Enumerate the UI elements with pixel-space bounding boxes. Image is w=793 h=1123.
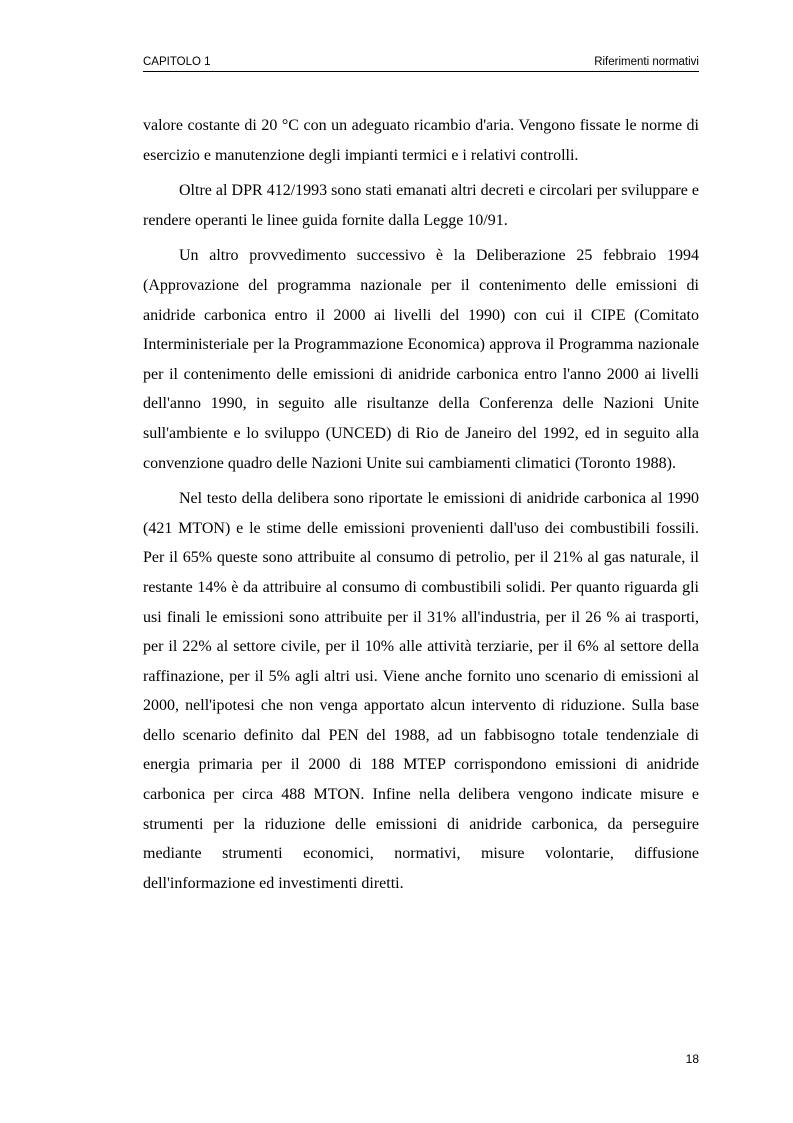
page-number: 18 [685, 1052, 699, 1066]
section-title: Riferimenti normativi [594, 56, 699, 68]
body-text [143, 111, 699, 904]
chapter-label: CAPITOLO 1 [143, 56, 211, 68]
paragraph-emissioni: Nel testo della delibera sono riportate le emissioni di anidride carbonica al 1990 (421 MTON) e le stime delle emissioni provenienti dall'uso dei combustibili fossili. Per il 65% queste sono attribuite al consumo di petrolio, per il 21% al gas naturale, il restante 14% è da attribuire al consumo di combustibili solidi. Per quanto riguarda gli usi finali le emissioni sono attribuite per il 31% all'industria, per il 26 % ai trasporti, per il 22% al settore civile, per il 10% alle attività terziarie, per il 6% al settore della raffinazione, per il 5% agli altri usi. Viene anche fornito uno scenario di emissioni al 2000, nell'ipotesi che non venga apportato alcun intervento di riduzione. Sulla base dello scenario definito dal PEN del 1988, ad un fabbisogno totale tendenziale di energia primaria per il 2000 di 188 MTEP corrispondono emissioni di anidride carbonica per circa 488 MTON. Infine nella delibera vengono indicate misure e strumenti per la riduzione delle emissioni di anidride carbonica, da perseguire mediante strumenti economici, normativi, misure volontarie, diffusione dell'informazione ed investimenti diretti. [143, 490, 699, 892]
paragraph-deliberazione: Un altro provvedimento successivo è la Deliberazione 25 febbraio 1994 (Approvazione del programma nazionale per il contenimento delle emissioni di anidride carbonica entro il 2000 ai livelli del 1990) con cui il CIPE (Comitato Interministeriale per la Programmazione Economica) approva il Programma nazionale per il contenimento delle emissioni di anidride carbonica entro l'anno 2000 ai livelli dell'anno 1990, in seguito alle risultanze della Conferenza delle Nazioni Unite sull'ambiente e lo sviluppo (UNCED) di Rio de Janeiro del 1992, ed in seguito alla convenzione quadro delle Nazioni Unite sui cambiamenti climatici (Toronto 1988). [143, 247, 699, 472]
page-header [143, 55, 699, 72]
paragraph-continuation: valore costante di 20 °C con un adeguato ricambio d'aria. Vengono fissate le norme di esercizio e manutenzione degli impianti termici e i relativi controlli. [143, 117, 699, 164]
paragraph-dpr: Oltre al DPR 412/1993 sono stati emanati altri decreti e circolari per sviluppare e rendere operanti le linee guida fornite dalla Legge 10/91. [143, 182, 699, 229]
